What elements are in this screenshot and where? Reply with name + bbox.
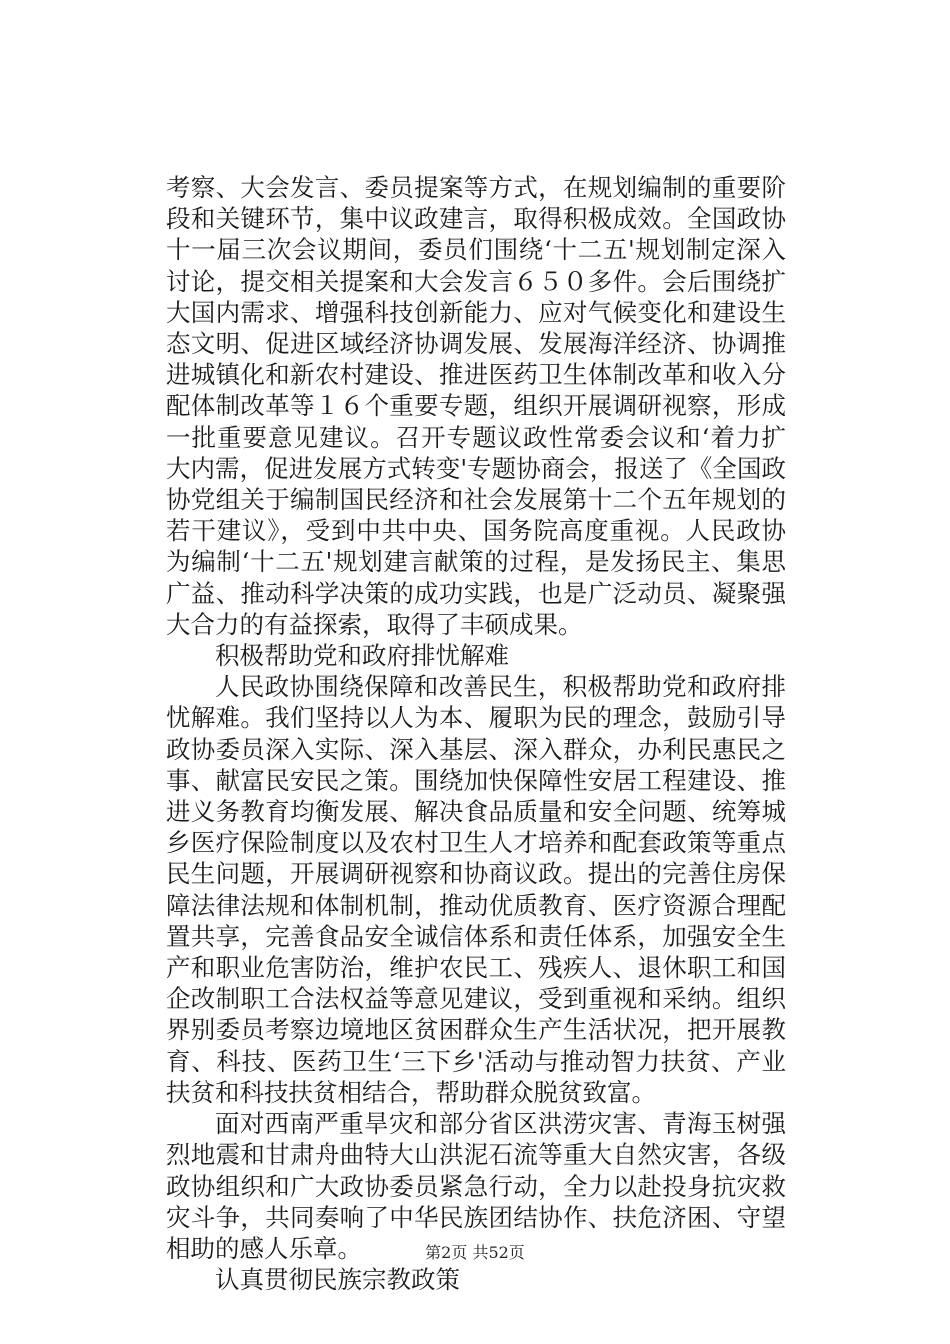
- paragraph-livelihood: 人民政协围绕保障和改善民生，积极帮助党和政府排忧解难。我们坚持以人为本、履职为民的理念，鼓励引导政协委员深入实际、深入基层、深入群众，办利民惠民之事、献富民安民之策。围绕加快保障性安居工程建设、推进义务教育均衡发展、解决食品质量和安全问题、统筹城乡医疗保险制度以及农村卫生人才培养和配套政策等重点民生问题，开展调研视察和协商议政。提出的完善住房保障法律法规和体制机制，推动优质教育、医疗资源合理配置共享，完善食品安全诚信体系和责任体系，加强安全生产和职业危害防治，维护农民工、残疾人、退休职工和国企改制职工合法权益等意见建议，受到重视和采纳。组织界别委员考察边境地区贫困群众生产生活状况，把开展教育、科技、医药卫生‘三下乡'活动与推动智力扶贫、产业扶贫和科技扶贫相结合，帮助群众脱贫致富。: [166, 672, 786, 1107]
- section-heading-relieve-difficulties: 积极帮助党和政府排忧解难: [215, 641, 509, 671]
- paragraph-disaster-relief: 面对西南严重旱灾和部分省区洪涝灾害、青海玉树强烈地震和甘肃舟曲特大山洪泥石流等重大自然灾害，各级政协组织和广大政协委员紧急行动，全力以赴投身抗灾救灾斗争，共同奏响了中华民族团结协作、扶危济困、守望相助的感人乐章。: [166, 1109, 786, 1263]
- page-footer: 第2页 共52页: [425, 1243, 525, 1262]
- paragraph-planning-consultation: 考察、大会发言、委员提案等方式，在规划编制的重要阶段和关键环节，集中议政建言，取得积极成效。全国政协十一届三次会议期间，委员们围绕‘十二五'规划制定深入讨论，提交相关提案和大会发言６５０多件。会后围绕扩大国内需求、增强科技创新能力、应对气候变化和建设生态文明、促进区域经济协调发展、发展海洋经济、协调推进城镇化和新农村建设、推进医药卫生体制改革和收入分配体制改革等１６个重要专题，组织开展调研视察，形成一批重要意见建议。召开专题议政性常委会议和‘着力扩大内需，促进发展方式转变'专题协商会，报送了《全国政协党组关于编制国民经济和社会发展第十二个五年规划的若干建议》，受到中共中央、国务院高度重视。人民政协为编制‘十二五'规划建言献策的过程，是发扬民主、集思广益、推动科学决策的成功实践，也是广泛动员、凝聚强大合力的有益探索，取得了丰硕成果。: [166, 173, 786, 639]
- section-heading-ethnic-religious-policy: 认真贯彻民族宗教政策: [215, 1265, 460, 1295]
- document-body: [166, 172, 786, 1295]
